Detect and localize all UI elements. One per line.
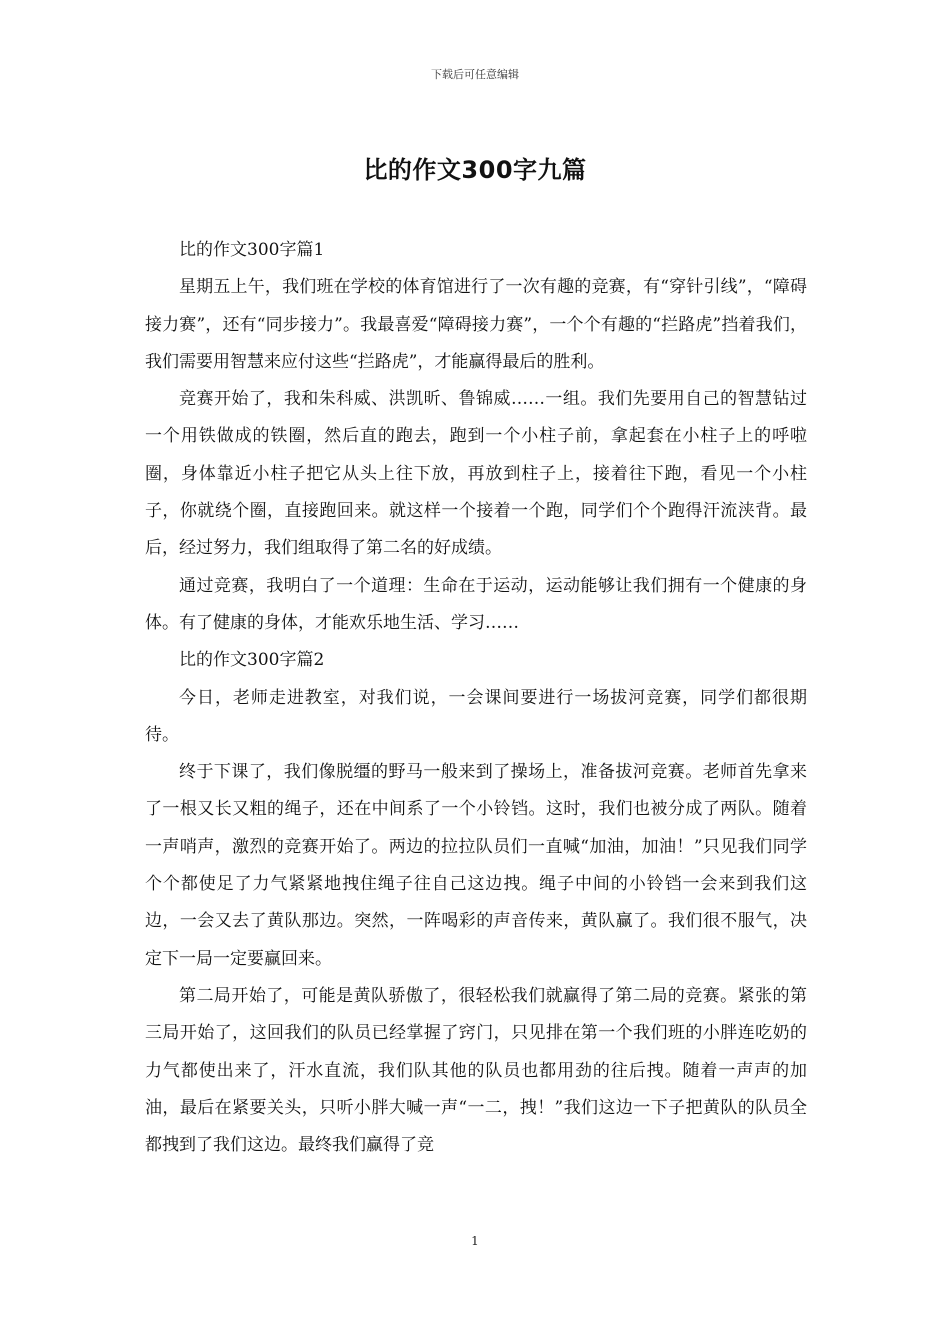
body-paragraph: 终于下课了，我们像脱缰的野马一般来到了操场上，准备拔河竞赛。老师首先拿来了一根又长又粗的绳子，还在中间系了一个小铃铛。这时，我们也被分成了两队。随着一声哨声，激烈的竞赛开始了。两边的拉拉队员们一直喊“加油，加油！”只见我们同学个个都使足了力气紧紧地拽住绳子往自己这边拽。绳子中间的小铃铛一会来到我们这边，一会又去了黄队那边。突然，一阵喝彩的声音传来，黄队赢了。我们很不服气，决定下一局一定要赢回来。	[145, 762, 807, 969]
section-heading-2: 比的作文300字篇2	[179, 650, 325, 671]
section-heading-1: 比的作文300字篇1	[179, 240, 325, 260]
body-paragraph: 第二局开始了，可能是黄队骄傲了，很轻松我们就赢得了第二局的竞赛。紧张的第三局开始了，这回我们的队员已经掌握了窍门，只见排在第一个我们班的小胖连吃奶的力气都使出来了，汗水直流，我们队其他的队员也都用劲的往后拽。随着一声声的加油，最后在紧要关头，只听小胖大喊一声“一二，拽！”我们这边一下子把黄队的队员全都拽到了我们这边。最终我们赢得了竞	[145, 985, 807, 1156]
body-paragraph: 通过竞赛，我明白了一个道理：生命在于运动，运动能够让我们拥有一个健康的身体。有了健康的身体，才能欢乐地生活、学习……	[145, 575, 807, 633]
document-body	[145, 232, 807, 1164]
body-paragraph: 星期五上午，我们班在学校的体育馆进行了一次有趣的竞赛，有“穿针引线”，“障碍接力赛”，还有“同步接力”。我最喜爱“障碍接力赛”，一个个有趣的“拦路虎”挡着我们，我们需要用智慧来应付这些“拦路虎”，才能赢得最后的胜利。	[145, 277, 807, 372]
document-title: 比的作文300字九篇	[363, 156, 587, 184]
body-paragraph: 今日，老师走进教室，对我们说，一会课间要进行一场拔河竞赛，同学们都很期待。	[145, 687, 807, 745]
page-number: 1	[471, 1234, 479, 1248]
header-note: 下载后可任意编辑	[431, 68, 519, 81]
body-paragraph: 竞赛开始了，我和朱科威、洪凯昕、鲁锦威……一组。我们先要用自己的智慧钻过一个用铁做成的铁圈，然后直的跑去，跑到一个小柱子前，拿起套在小柱子上的呼啦圈，身体靠近小柱子把它从头上往下放，再放到柱子上，接着往下跑，看见一个小柱子，你就绕个圈，直接跑回来。就这样一个接着一个跑，同学们个个跑得汗流浃背。最后，经过努力，我们组取得了第二名的好成绩。	[145, 389, 807, 559]
